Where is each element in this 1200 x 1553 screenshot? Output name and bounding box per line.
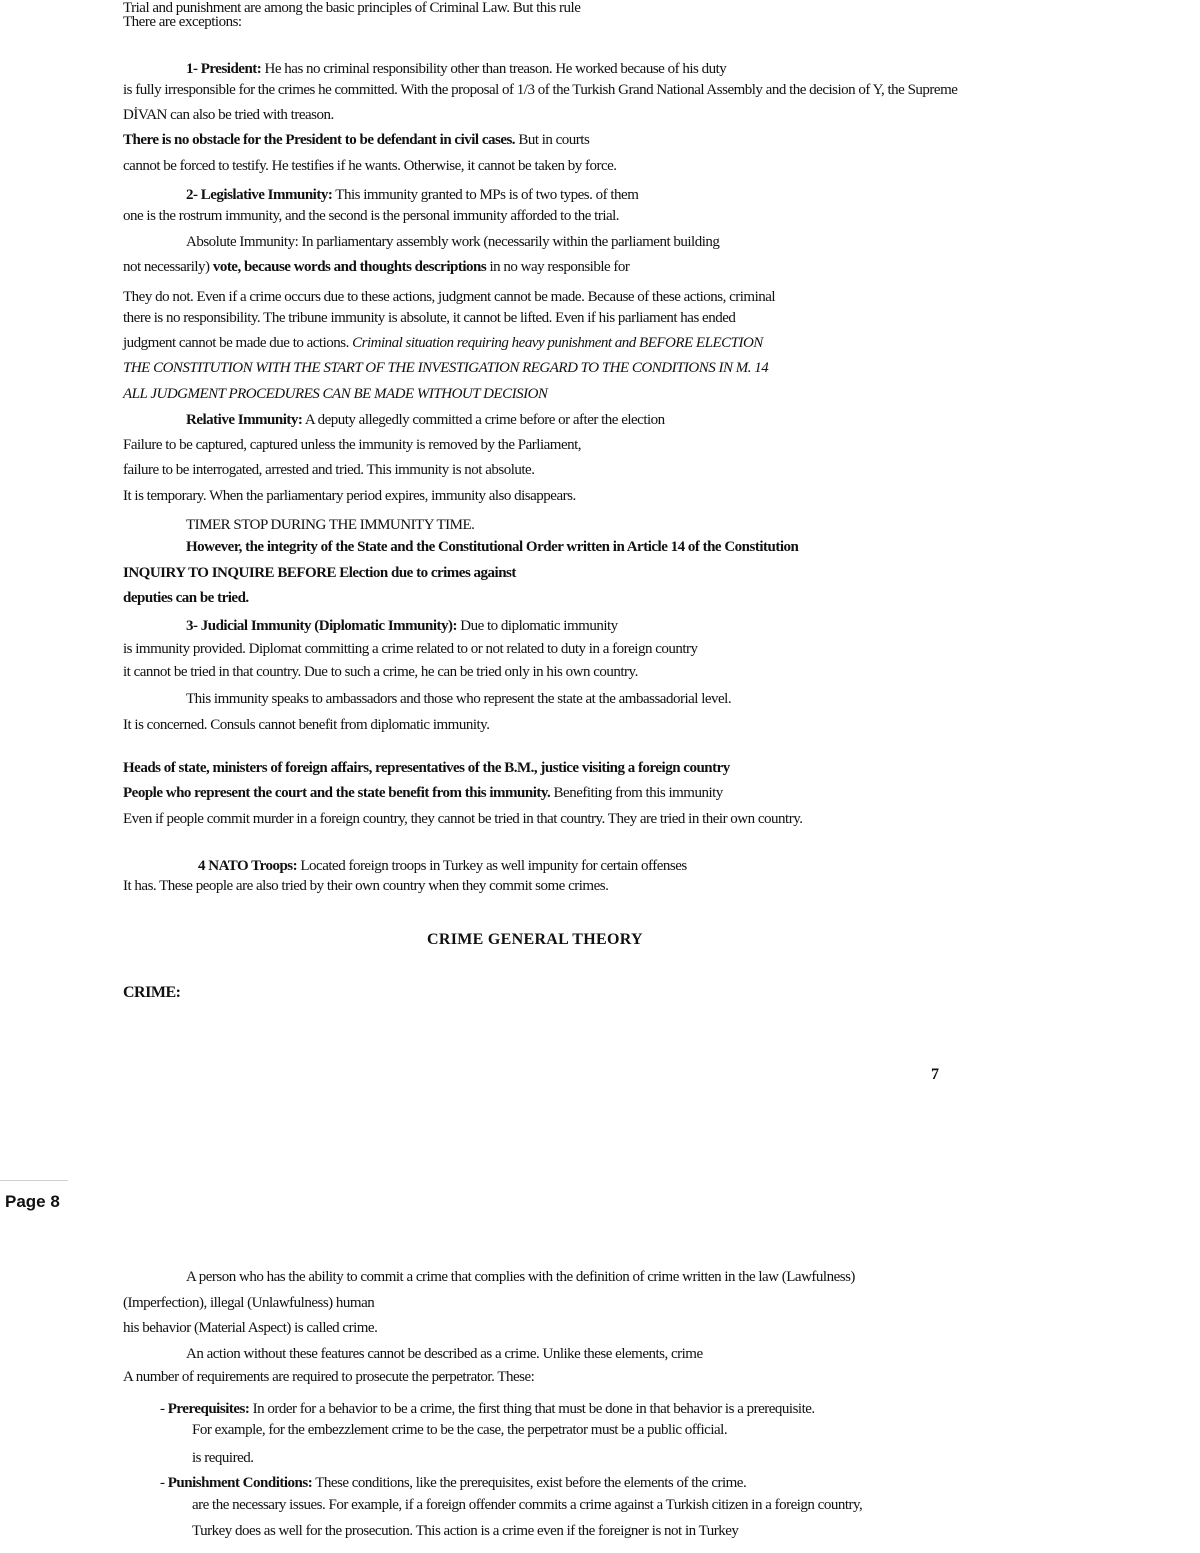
legislative-line-4-pre: not necessarily) [123,259,213,275]
judicial-line-4: This immunity speaks to ambassadors and those who represent the state at the ambassadorial level. [186,691,732,707]
legislative-line-7 [123,335,763,352]
judicial-immunity-label: 3- Judicial Immunity (Diplomatic Immunity): [186,618,457,634]
punishment-conditions-line-1 [160,1475,746,1492]
judicial-bold-line-2: People who represent the court and the state benefit from this immunity. [123,785,551,801]
legislative-line-7-pre: judgment cannot be made due to actions. [123,335,353,351]
judicial-line-7-text: Benefiting from this immunity [550,785,723,801]
relative-line-4: It is temporary. When the parliamentary period expires, immunity also disappears. [123,488,576,504]
prerequisites-line-2: For example, for the embezzlement crime to be the case, the perpetrator must be a public official. [192,1422,728,1438]
relative-immunity-label: Relative Immunity: [186,412,303,428]
judicial-line-3: it cannot be tried in that country. Due to such a crime, he can be tried only in his own country. [123,664,638,680]
judicial-immunity-line-1 [186,618,618,635]
president-label: 1- President: [186,61,262,77]
legislative-paragraph-line-1 [186,187,638,204]
nato-label: 4 NATO Troops: [198,858,298,874]
section-heading: CRIME GENERAL THEORY [427,931,643,948]
punishment-conditions-line-2: are the necessary issues. For example, if a foreign offender commits a crime against a Turkish citizen in a foreign country, [192,1497,863,1513]
intro-line-2: There are exceptions: [123,14,242,30]
president-civil-cases-text: But in courts [515,132,590,148]
crime-definition-line-1: A person who has the ability to commit a crime that complies with the definition of crime written in the law (Lawfulness) [186,1269,855,1285]
page-number: 7 [931,1066,939,1083]
relative-bold-line-2: INQUIRY TO INQUIRE BEFORE Election due to crimes against [123,565,516,581]
judicial-line-8: Even if people commit murder in a foreign country, they cannot be tried in that country. They are tried in their own country. [123,811,803,827]
punishment-conditions-text: These conditions, like the prerequisites, exist before the elements of the crime. [312,1475,747,1491]
relative-immunity-line-1 [186,412,665,429]
prerequisites-dash: - [160,1401,168,1417]
legislative-text: This immunity granted to MPs is of two types. of them [332,187,639,203]
crime-definition-line-2: (Imperfection), illegal (Unlawfulness) human [123,1295,375,1311]
page-separator-rule [0,1180,68,1181]
intro-line-1: Trial and punishment are among the basic principles of Criminal Law. But this rule [123,0,581,16]
legislative-line-7-italic: Criminal situation requiring heavy punishment and BEFORE ELECTION [352,335,763,351]
legislative-line-9: ALL JUDGMENT PROCEDURES CAN BE MADE WITHOUT DECISION [123,386,548,402]
punishment-conditions-line-3: Turkey does as well for the prosecution. This action is a crime even if the foreigner is not in Turkey [192,1523,739,1539]
crime-definition-line-4: An action without these features cannot be described as a crime. Unlike these elements, crime [186,1346,703,1362]
prerequisites-line-3: is required. [192,1450,254,1466]
president-line-3: DİVAN can also be tried with treason. [123,107,334,123]
relative-bold-line-3: deputies can be tried. [123,590,249,606]
legislative-line-6: there is no responsibility. The tribune immunity is absolute, it cannot be lifted. Even if his parliament has ended [123,310,736,326]
crime-definition-line-5: A number of requirements are required to prosecute the perpetrator. These: [123,1369,535,1385]
punishment-conditions-label: Punishment Conditions: [167,1475,313,1491]
crime-label: CRIME: [123,984,181,1001]
legislative-line-4 [123,259,629,276]
legislative-line-5: They do not. Even if a crime occurs due to these actions, judgment cannot be made. Because of these actions, criminal [123,289,776,305]
nato-line-2: It has. These people are also tried by their own country when they commit some crimes. [123,878,609,894]
president-paragraph-line-1 [186,61,726,78]
judicial-line-2: is immunity provided. Diplomat committing a crime related to or not related to duty in a foreign country [123,641,698,657]
punishment-dash: - [160,1475,168,1491]
president-civil-cases-bold: There is no obstacle for the President to be defendant in civil cases. [123,132,516,148]
president-civil-cases-line [123,132,589,149]
legislative-line-4-bold: vote, because words and thoughts descriptions [212,259,487,275]
judicial-line-5: It is concerned. Consuls cannot benefit from diplomatic immunity. [123,717,490,733]
crime-definition-line-3: his behavior (Material Aspect) is called crime. [123,1320,378,1336]
legislative-line-4-post: in no way responsible for [486,259,630,275]
president-line-5: cannot be forced to testify. He testifies if he wants. Otherwise, it cannot be taken by force. [123,158,617,174]
judicial-bold-line-1: Heads of state, ministers of foreign affairs, representatives of the B.M., justice visiting a foreign country [123,760,730,776]
prerequisites-label: Prerequisites: [167,1401,250,1417]
judicial-line-7 [123,785,723,802]
absolute-immunity-line: Absolute Immunity: In parliamentary assembly work (necessarily within the parliament building [186,234,720,250]
relative-immunity-text: A deputy allegedly committed a crime before or after the election [302,412,665,428]
legislative-label: 2- Legislative Immunity: [186,187,333,203]
legislative-line-8: THE CONSTITUTION WITH THE START OF THE INVESTIGATION REGARD TO THE CONDITIONS IN M. 14 [123,360,769,376]
prerequisites-text: In order for a behavior to be a crime, the first thing that must be done in that behavior is a prerequisite. [249,1401,815,1417]
president-text: He has no criminal responsibility other than treason. He worked because of his duty [261,61,727,77]
relative-line-3: failure to be interrogated, arrested and tried. This immunity is not absolute. [123,462,535,478]
president-line-2: is fully irresponsible for the crimes he committed. With the proposal of 1/3 of the Turkish Grand National Assembly and the decision of Y, the Supreme [123,82,958,98]
relative-line-2: Failure to be captured, captured unless the immunity is removed by the Parliament, [123,437,582,453]
prerequisites-line-1 [160,1401,815,1418]
relative-bold-line-1: However, the integrity of the State and the Constitutional Order written in Article 14 of the Constitution [186,539,799,555]
timer-stop-line: TIMER STOP DURING THE IMMUNITY TIME. [186,517,475,533]
nato-line-1 [198,858,687,875]
legislative-line-2: one is the rostrum immunity, and the second is the personal immunity afforded to the trial. [123,208,620,224]
nato-text: Located foreign troops in Turkey as well impunity for certain offenses [297,858,687,874]
page-label: Page 8 [5,1192,60,1211]
judicial-immunity-text: Due to diplomatic immunity [457,618,618,634]
